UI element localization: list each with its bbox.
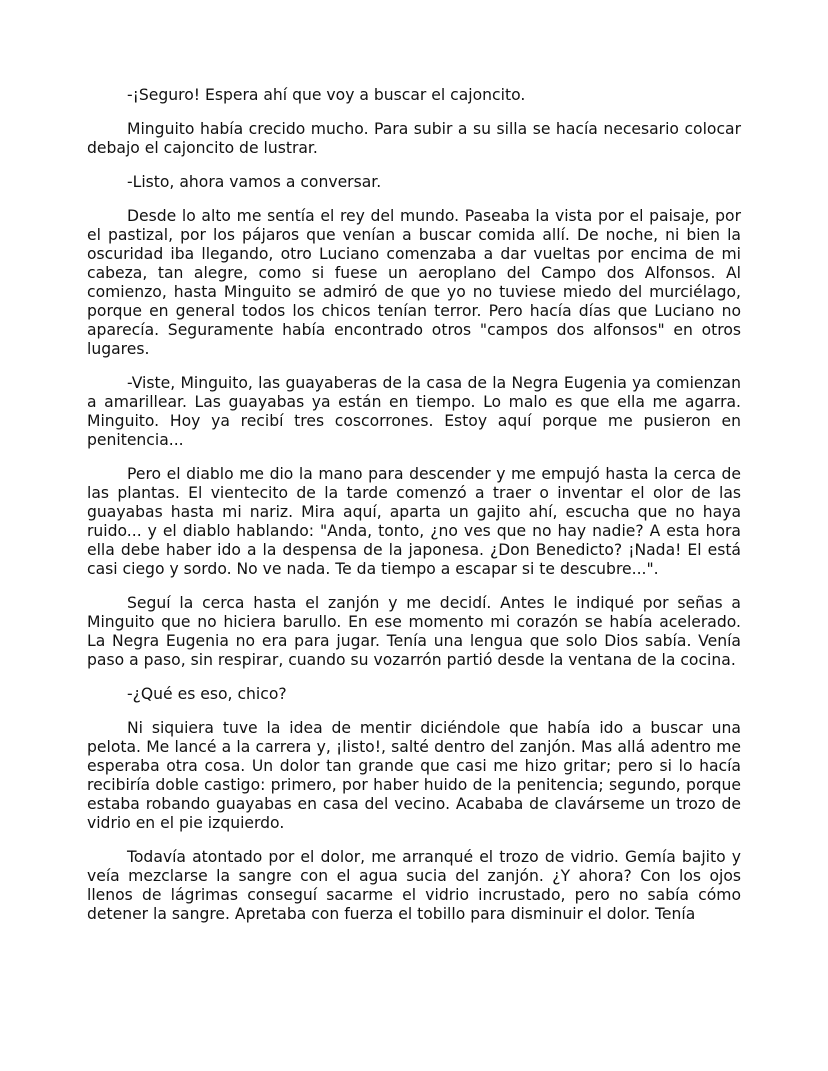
paragraph-1: -¡Seguro! Espera ahí que voy a buscar el cajoncito. [127,86,526,104]
paragraph-8: -¿Qué es eso, chico? [127,685,287,703]
paragraph-7: Seguí la cerca hasta el zanjón y me decidí. Antes le indiqué por señas a Minguito que no hiciera barullo. En ese momento mi corazón se había acelerado. La Negra Eugenia no era para jugar. Tenía una lengua que solo Dios sabía. Venía paso a paso, sin respirar, cuando su vozarrón partió desde la ventana de la cocina. [87,594,741,669]
paragraph-3: -Listo, ahora vamos a conversar. [127,173,382,191]
paragraph-10: Todavía atontado por el dolor, me arranqué el trozo de vidrio. Gemía bajito y veía mezclarse la sangre con el agua sucia del zanjón. ¿Y ahora? Con los ojos llenos de lágrimas conseguí sacarme el vidrio incrustado, pero no sabía cómo detener la sangre. Apretaba con fuerza el tobillo para disminuir el dolor. Tenía [87,848,741,923]
paragraph-6: Pero el diablo me dio la mano para descender y me empujó hasta la cerca de las plantas. El vientecito de la tarde comenzó a traer o inventar el olor de las guayabas hasta mi nariz. Mira aquí, aparta un gajito ahí, escucha que no haya ruido... y el diablo hablando: "Anda, tonto, ¿no ves que no hay nadie? A esta hora ella debe haber ido a la despensa de la japonesa. ¿Don Benedicto? ¡Nada! El está casi ciego y sordo. No ve nada. Te da tiempo a escapar si te descubre...". [87,465,741,578]
paragraph-5: -Viste, Minguito, las guayaberas de la casa de la Negra Eugenia ya comienzan a amarillear. Las guayabas ya están en tiempo. Lo malo es que ella me agarra. Minguito. Hoy ya recibí tres coscorrones. Estoy aquí porque me pusieron en penitencia... [87,374,741,449]
paragraph-9: Ni siquiera tuve la idea de mentir diciéndole que había ido a buscar una pelota. Me lancé a la carrera y, ¡listo!, salté dentro del zanjón. Mas allá adentro me esperaba otra cosa. Un dolor tan grande que casi me hizo gritar; pero si lo hacía recibiría doble castigo: primero, por haber huido de la penitencia; segundo, porque estaba robando guayabas en casa del vecino. Acababa de clavárseme un trozo de vidrio en el pie izquierdo. [87,719,741,832]
document-page [87,86,741,939]
paragraph-2: Minguito había crecido mucho. Para subir a su silla se hacía necesario colocar debajo el cajoncito de lustrar. [87,120,741,157]
paragraph-4: Desde lo alto me sentía el rey del mundo. Paseaba la vista por el paisaje, por el pastizal, por los pájaros que venían a buscar comida allí. De noche, ni bien la oscuridad iba llegando, otro Luciano comenzaba a dar vueltas por encima de mi cabeza, tan alegre, como si fuese un aeroplano del Campo dos Alfonsos. Al comienzo, hasta Minguito se admiró de que yo no tuviese miedo del murciélago, porque en general todos los chicos tenían terror. Pero hacía días que Luciano no aparecía. Seguramente había encontrado otros "campos dos alfonsos" en otros lugares. [87,207,741,358]
